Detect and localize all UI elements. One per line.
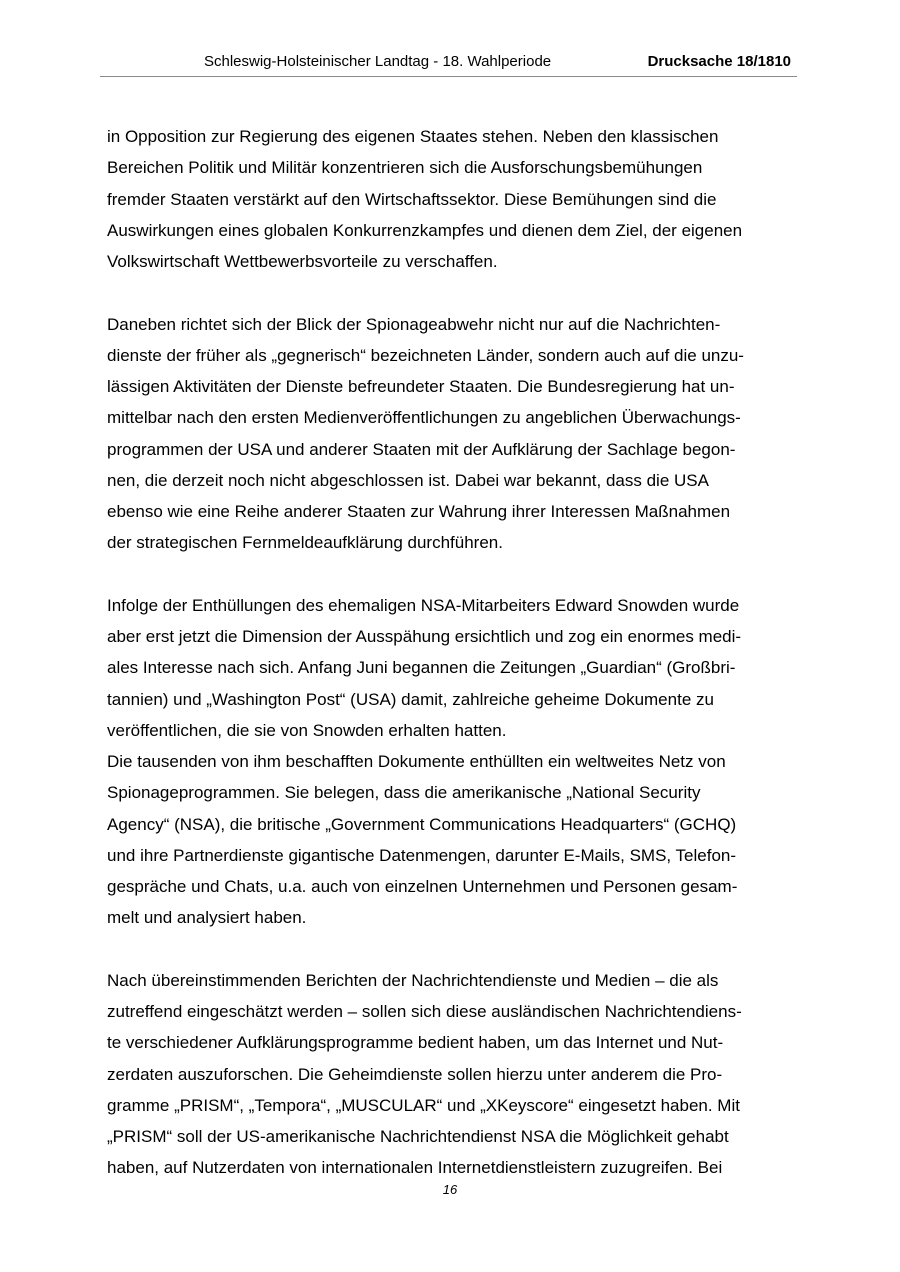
page-header xyxy=(100,52,797,77)
text-line: mittelbar nach den ersten Medienveröffentlichungen zu angeblichen Überwachungs- xyxy=(107,408,741,428)
text-line: in Opposition zur Regierung des eigenen Staates stehen. Neben den klassischen xyxy=(107,127,719,146)
paragraph-gap xyxy=(107,277,797,308)
text-line: ales Interesse nach sich. Anfang Juni begannen die Zeitungen „Guardian“ (Großbri- xyxy=(107,658,736,678)
text-line: aber erst jetzt die Dimension der Ausspähung ersichtlich und zog ein enormes medi- xyxy=(107,627,742,646)
text-line: Infolge der Enthüllungen des ehemaligen NSA-Mitarbeiters Edward Snowden wurde xyxy=(107,595,740,615)
text-line: programmen der USA und anderer Staaten mit der Aufklärung der Sachlage begon- xyxy=(107,439,736,459)
text-line: dienste der früher als „gegnerisch“ bezeichneten Länder, sondern auch auf die unzu- xyxy=(107,345,744,365)
paragraph xyxy=(107,309,797,559)
text-line: ebenso wie eine Reihe anderer Staaten zur Wahrung ihrer Interessen Maßnahmen xyxy=(107,502,731,521)
paragraph xyxy=(107,590,797,746)
text-line: tannien) und „Washington Post“ (USA) damit, zahlreiche geheime Dokumente zu xyxy=(107,689,714,709)
text-line: Volkswirtschaft Wettbewerbsvorteile zu verschaffen. xyxy=(107,252,498,271)
text-line: te verschiedener Aufklärungsprogramme bedient haben, um das Internet und Nut- xyxy=(107,1033,724,1053)
text-line: Agency“ (NSA), die britische „Government Communications Headquarters“ (GCHQ) xyxy=(107,814,737,834)
text-line: und ihre Partnerdienste gigantische Datenmengen, darunter E-Mails, SMS, Telefon- xyxy=(107,845,737,865)
text-line: Spionageprogrammen. Sie belegen, dass die amerikanische „National Security xyxy=(107,783,701,803)
text-line: melt und analysiert haben. xyxy=(107,908,307,928)
text-line: „PRISM“ soll der US-amerikanische Nachrichtendienst NSA die Möglichkeit gehabt xyxy=(107,1127,729,1146)
document-number: Drucksache 18/1810 xyxy=(647,53,791,70)
text-line: Nach übereinstimmenden Berichten der Nachrichtendienste und Medien – die als xyxy=(107,970,719,990)
page-number: 16 xyxy=(442,1182,458,1197)
paragraph-gap xyxy=(107,934,797,965)
text-line: haben, auf Nutzerdaten von internationalen Internetdienstleistern zuzugreifen. Bei xyxy=(107,1158,723,1178)
paragraph xyxy=(107,121,797,277)
text-line: veröffentlichen, die sie von Snowden erhalten hatten. xyxy=(107,720,507,740)
body-text xyxy=(107,121,797,1184)
text-line: Bereichen Politik und Militär konzentrieren sich die Ausforschungsbemühungen xyxy=(107,158,703,178)
paragraph-gap xyxy=(107,559,797,590)
header-title: Schleswig-Holsteinischer Landtag - 18. Wahlperiode xyxy=(204,53,552,70)
paragraph xyxy=(107,965,797,1184)
text-line: nen, die derzeit noch nicht abgeschlossen ist. Dabei war bekannt, dass die USA xyxy=(107,470,709,490)
text-line: zutreffend eingeschätzt werden – sollen sich diese ausländischen Nachrichtendiens- xyxy=(107,1002,742,1021)
text-line: fremder Staaten verstärkt auf den Wirtschaftssektor. Diese Bemühungen sind die xyxy=(107,189,717,209)
text-line: der strategischen Fernmeldeaufklärung durchführen. xyxy=(107,533,503,553)
text-line: Die tausenden von ihm beschafften Dokumente enthüllten ein weltweites Netz von xyxy=(107,752,726,771)
text-line: gespräche und Chats, u.a. auch von einzelnen Unternehmen und Personen gesam- xyxy=(107,877,738,896)
text-line: zerdaten auszuforschen. Die Geheimdienste sollen hierzu unter anderem die Pro- xyxy=(107,1064,723,1084)
text-line: gramme „PRISM“, „Tempora“, „MUSCULAR“ und „XKeyscore“ eingesetzt haben. Mit xyxy=(107,1095,740,1115)
text-line: lässigen Aktivitäten der Dienste befreundeter Staaten. Die Bundesregierung hat un- xyxy=(107,377,735,396)
text-line: Auswirkungen eines globalen Konkurrenzkampfes und dienen dem Ziel, der eigenen xyxy=(107,220,743,240)
text-line: Daneben richtet sich der Blick der Spionageabwehr nicht nur auf die Nachrichten- xyxy=(107,314,721,334)
paragraph xyxy=(107,746,797,934)
